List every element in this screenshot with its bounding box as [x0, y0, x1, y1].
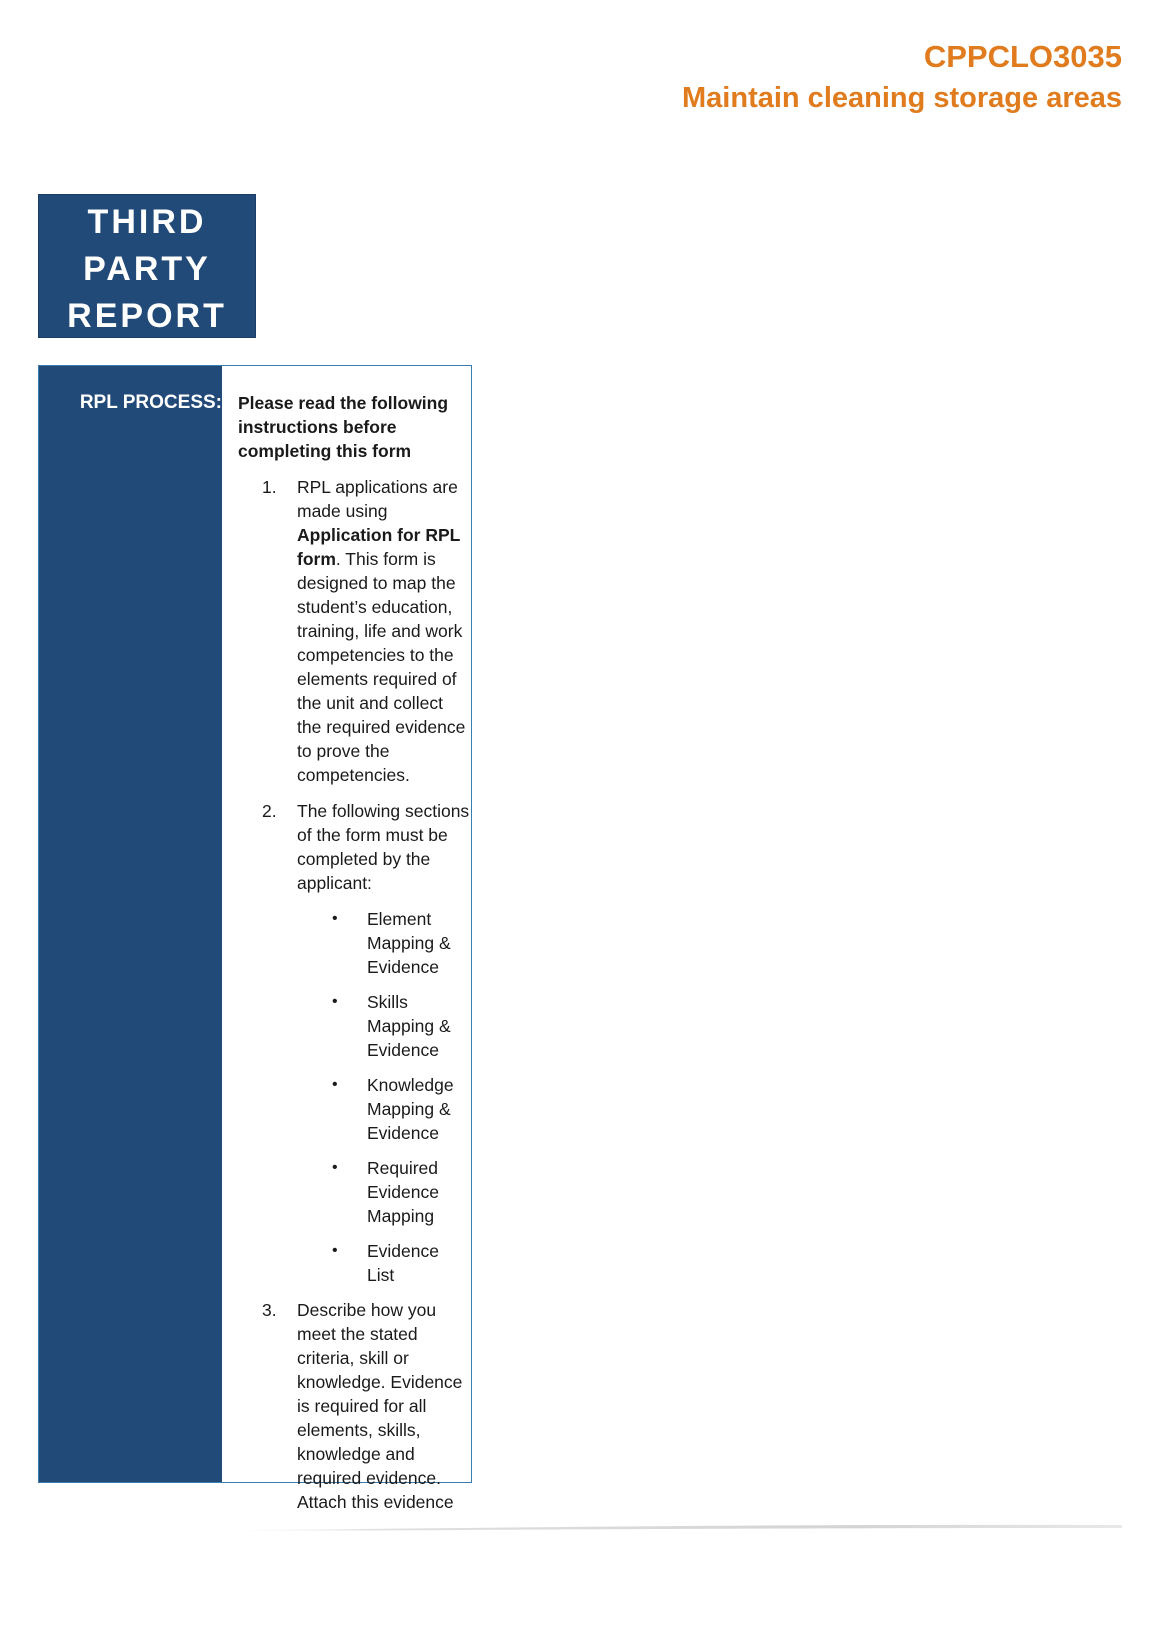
banner-line-2: PARTY — [83, 250, 211, 288]
bullet-icon: • — [332, 1242, 338, 1259]
rpl-process-table — [38, 365, 472, 1512]
item-number: 2. — [262, 801, 277, 821]
bullet-icon: • — [332, 993, 338, 1010]
rpl-intro: Please read the following instructions before completing this form — [238, 393, 449, 461]
item-number: 3. — [262, 1300, 277, 1320]
list-item — [238, 907, 471, 979]
unit-title: Maintain cleaning storage areas — [682, 82, 1122, 114]
item1-text-a: RPL applications are made using — [297, 477, 458, 521]
third-party-report-banner — [38, 194, 256, 338]
list-item — [238, 990, 471, 1062]
bullet-text: Knowledge Mapping & Evidence — [367, 1075, 454, 1143]
item-text: The following sections of the form must be completed by the applicant: — [297, 801, 470, 893]
footer-divider — [240, 1522, 1122, 1532]
bullet-icon: • — [332, 1159, 338, 1176]
banner-line-3: REPORT — [67, 297, 227, 335]
instruction-item-1 — [238, 475, 471, 787]
bullet-icon: • — [332, 1076, 338, 1093]
rpl-instructions-cell — [222, 366, 471, 1512]
list-item — [238, 1239, 471, 1287]
item-text: Describe how you meet the stated criteria, skill or knowledge. Evidence is required for all elements, skills, knowledge and required evidence. Attach this evidence — [297, 1300, 463, 1512]
bullet-icon: • — [332, 910, 338, 927]
list-item — [238, 1156, 471, 1228]
unit-code: CPPCLO3035 — [923, 39, 1122, 74]
instruction-item-2 — [238, 799, 471, 895]
rpl-label-cell — [39, 366, 222, 1482]
section-bullet-list — [238, 907, 471, 1287]
bullet-text: Element Mapping & Evidence — [367, 909, 451, 977]
banner-line-1: THIRD — [87, 203, 207, 241]
item-number: 1. — [262, 477, 277, 497]
item1-form-name: Application for RPL form — [297, 525, 461, 569]
instruction-item-3 — [238, 1298, 471, 1514]
rpl-label: RPL PROCESS: — [79, 392, 222, 413]
item-text — [297, 475, 471, 787]
bullet-text: Evidence List — [367, 1241, 439, 1285]
list-item — [238, 1073, 471, 1145]
bullet-text: Required Evidence Mapping — [367, 1158, 439, 1226]
bullet-text: Skills Mapping & Evidence — [367, 992, 451, 1060]
item1-text-b: . This form is designed to map the student’s education, training, life and work competencies to the elements required of the unit and collect the required evidence to prove the competencies. — [297, 549, 466, 785]
